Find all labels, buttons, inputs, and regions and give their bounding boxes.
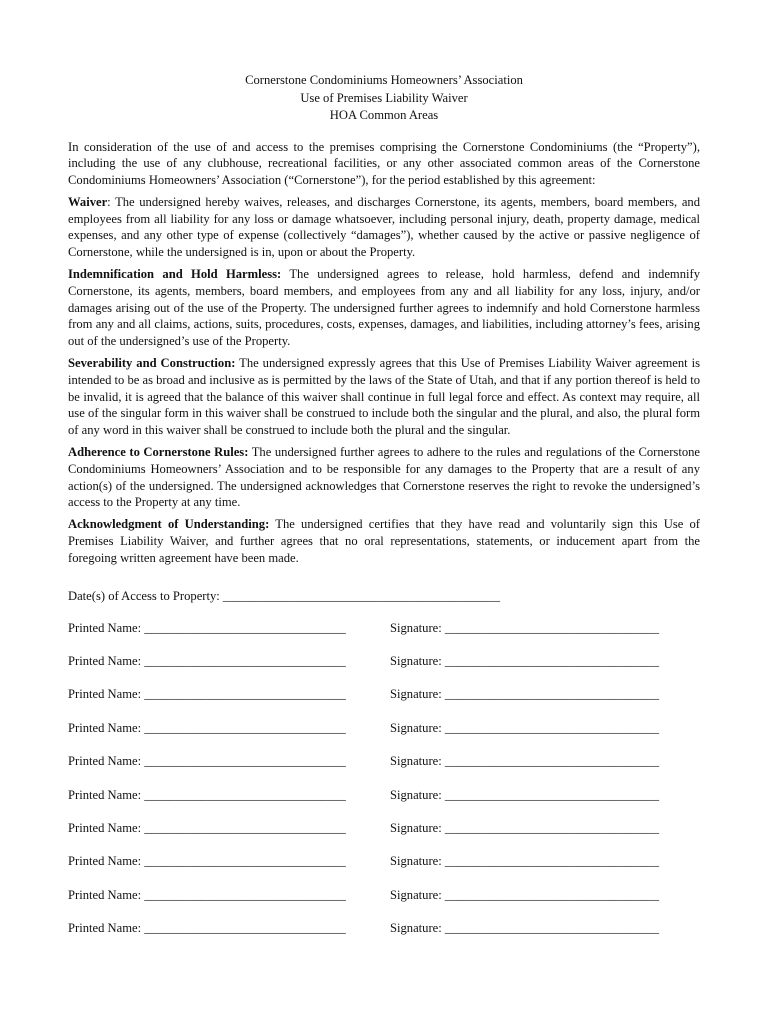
section-text: The undersigned expressly agrees that this Use of Premises Liability Waiver agreement is intended to be as broad and inclusive as is permitted by the laws of the State of Utah, and that if any portion thereof is held to be invalid, it is agreed that the balance of this waiver shall continue in full legal force and effect. As context may require, all use of the singular form in this waiver shall be construed to include both the singular and the plural, and also, the plural form of any word in this waiver shall be construed to include both the plural and the singular. [68, 356, 700, 438]
signature-row [68, 721, 700, 754]
document-header [68, 72, 700, 125]
signature-field[interactable]: Signature: __________________________________ [390, 720, 660, 735]
printed-name-field[interactable]: Printed Name: ________________________________ [68, 754, 346, 769]
printed-name-field[interactable]: Printed Name: ________________________________ [68, 820, 346, 835]
section-heading: Indemnification and Hold Harmless: [68, 267, 282, 282]
signature-field[interactable]: Signature: __________________________________ [390, 820, 660, 835]
section-text: The undersigned hereby waives, releases, and discharges Cornerstone, its agents, members, board members, and employees from all liability for any loss or damage whatsoever, including personal injury, death, property damage, medical expenses, and any other type of expense (collectively “damages”), whether caused by the active or passive negligence of Cornerstone, while the undersigned is in, upon or about the Property. [68, 194, 701, 260]
printed-name-field[interactable]: Printed Name: ________________________________ [68, 687, 346, 702]
access-date-field[interactable]: Date(s) of Access to Property: ____________________________________________ [68, 588, 500, 603]
section-heading: Acknowledgment of Understanding: [68, 517, 270, 532]
signature-field[interactable]: Signature: __________________________________ [390, 887, 660, 902]
signature-row [68, 654, 700, 687]
section-separator: : [107, 194, 116, 209]
printed-name-field[interactable]: Printed Name: ________________________________ [68, 887, 346, 902]
section-heading: Waiver [68, 194, 108, 209]
association-title: Cornerstone Condominiums Homeowners’ Association [245, 73, 523, 87]
acknowledgment-section [68, 516, 700, 566]
severability-section [68, 355, 700, 439]
section-text: The undersigned further agrees to adhere to the rules and regulations of the Cornerstone Condominiums Homeowners’ Association and to be responsible for any damages to the Property that are a result of any action(s) of the undersigned. The undersigned acknowledges that Cornerstone reserves the right to revoke the undersigned’s access to the Property at any time. [68, 445, 701, 510]
printed-name-field[interactable]: Printed Name: ________________________________ [68, 854, 346, 869]
printed-name-field[interactable]: Printed Name: ________________________________ [68, 720, 346, 735]
signature-row [68, 821, 700, 854]
signature-field[interactable]: Signature: __________________________________ [390, 754, 660, 769]
signature-row [68, 854, 700, 887]
signature-row [68, 687, 700, 720]
signature-field[interactable]: Signature: __________________________________ [390, 687, 660, 702]
section-heading: Severability and Construction: [68, 356, 236, 371]
signature-row [68, 888, 700, 921]
signature-field[interactable]: Signature: __________________________________ [390, 854, 660, 869]
area-subtitle: HOA Common Areas [329, 108, 439, 122]
printed-name-field[interactable]: Printed Name: ________________________________ [68, 654, 346, 669]
signature-row [68, 921, 700, 954]
adherence-section [68, 444, 700, 511]
printed-name-field[interactable]: Printed Name: ________________________________ [68, 921, 346, 936]
signature-row [68, 788, 700, 821]
printed-name-field[interactable]: Printed Name: ________________________________ [68, 787, 346, 802]
signature-field[interactable]: Signature: __________________________________ [390, 921, 660, 936]
signature-rows [68, 621, 700, 955]
signature-row [68, 621, 700, 654]
section-text: The undersigned certifies that they have read and voluntarily sign this Use of Premises Liability Waiver, and further agrees that no oral representations, statements, or inducement apart from the foregoing written agreement have been made. [68, 517, 700, 565]
signature-field[interactable]: Signature: __________________________________ [390, 654, 660, 669]
section-text: The undersigned agrees to release, hold harmless, defend and indemnify Cornerstone, its agents, members, board members, and employees from any and all liability for any loss, injury, and/or damages arising out of the use of the Property. The undersigned further agrees to indemnify and hold Cornerstone harmless from any and all claims, actions, suits, procedures, costs, expenses, damages, and liabilities, including attorney’s fees, arising out of the undersigned’s use of the Property. [68, 267, 701, 349]
indemnification-section [68, 266, 700, 350]
intro-paragraph: In consideration of the use of and access to the premises comprising the Cornerstone Condominiums (the “Property”), including the use of any clubhouse, recreational facilities, or any other associated common areas of the Cornerstone Condominiums Homeowners’ Association (“Cornerstone”), for the period established by this agreement: [68, 139, 700, 188]
signature-field[interactable]: Signature: __________________________________ [390, 787, 660, 802]
waiver-section [68, 194, 700, 261]
signature-row [68, 754, 700, 787]
printed-name-field[interactable]: Printed Name: ________________________________ [68, 620, 346, 635]
section-heading: Adherence to Cornerstone Rules: [68, 445, 249, 460]
signature-field[interactable]: Signature: __________________________________ [390, 620, 660, 635]
waiver-title: Use of Premises Liability Waiver [300, 90, 468, 105]
